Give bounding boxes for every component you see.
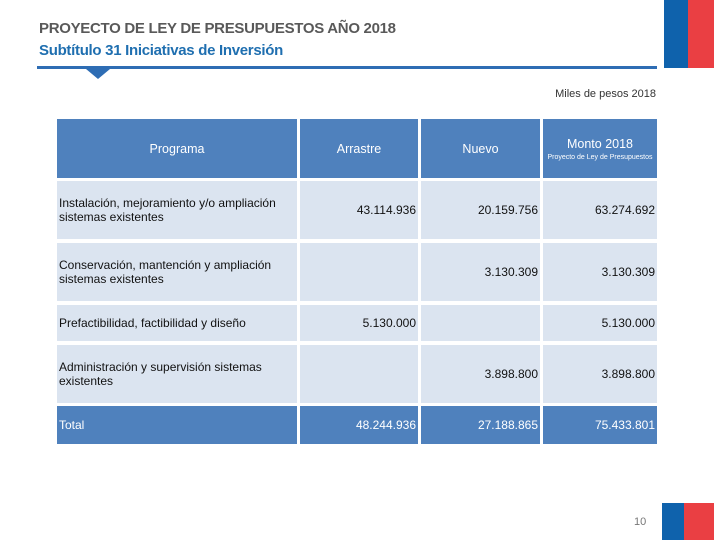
header-monto — [543, 119, 657, 178]
total-value-text: 48.244.936 — [355, 418, 416, 432]
table-cell-value — [421, 305, 540, 341]
total-label-text: Total — [59, 418, 85, 432]
table-row-label-text: Prefactibilidad, factibilidad y diseño — [59, 316, 246, 330]
header-programa-text: Programa — [149, 141, 205, 156]
table-cell-value-text: 5.130.000 — [362, 316, 416, 330]
table-row-label — [57, 345, 297, 403]
total-value — [543, 406, 657, 444]
total-value-text: 27.188.865 — [477, 418, 538, 432]
footer-flag-blue — [662, 503, 684, 540]
header-monto-subtitle: Proyecto de Ley de Presupuestos — [547, 153, 653, 161]
footer-flag-red — [684, 503, 714, 540]
table-cell-value-text: 5.130.000 — [601, 316, 655, 330]
table-cell-value — [300, 305, 418, 341]
table-cell-value — [300, 243, 418, 301]
table-row-label-text: Administración y supervisión sistemas existentes — [59, 360, 262, 388]
page-title: PROYECTO DE LEY DE PRESUPUESTOS AÑO 2018 — [39, 20, 396, 37]
header-monto-text: Monto 2018 — [566, 136, 634, 151]
table-cell-value — [300, 181, 418, 239]
header-programa — [57, 119, 297, 178]
header-nuevo — [421, 119, 540, 178]
table-cell-value — [543, 181, 657, 239]
table-cell-value-text: 3.898.800 — [601, 367, 655, 381]
total-label — [57, 406, 297, 444]
table-cell-value-text: 20.159.756 — [477, 203, 538, 217]
table-cell-value-text: 3.898.800 — [484, 367, 538, 381]
table-cell-value — [543, 243, 657, 301]
table-row-label-text: Conservación, mantención y ampliación sistemas existentes — [59, 258, 272, 286]
header-arrastre — [300, 119, 418, 178]
flag-red-stripe — [688, 0, 714, 68]
total-value — [421, 406, 540, 444]
divider-pointer — [86, 69, 110, 79]
table-row-label — [57, 305, 297, 341]
total-value — [300, 406, 418, 444]
table-cell-value — [421, 181, 540, 239]
flag-blue-stripe — [664, 0, 688, 68]
page-subtitle: Subtítulo 31 Iniciativas de Inversión — [39, 42, 283, 59]
units-label: Miles de pesos 2018 — [555, 88, 656, 100]
page-number: 10 — [634, 516, 647, 528]
table-cell-value — [300, 345, 418, 403]
table-row-label — [57, 181, 297, 239]
total-value-text: 75.433.801 — [594, 418, 655, 432]
table-cell-value-text: 3.130.309 — [601, 265, 655, 279]
table-cell-value — [421, 243, 540, 301]
table-cell-value-text: 43.114.936 — [356, 203, 416, 217]
table-cell-value — [543, 305, 657, 341]
title-divider — [37, 66, 657, 69]
table-cell-value-text: 3.130.309 — [484, 265, 538, 279]
table-row-label — [57, 243, 297, 301]
header-nuevo-text: Nuevo — [462, 141, 499, 156]
header-arrastre-text: Arrastre — [336, 141, 382, 156]
table-row-label-text: Instalación, mejoramiento y/o ampliación sistemas existentes — [59, 196, 276, 224]
table-cell-value — [543, 345, 657, 403]
table-cell-value-text: 63.274.692 — [594, 203, 655, 217]
table-cell-value — [421, 345, 540, 403]
